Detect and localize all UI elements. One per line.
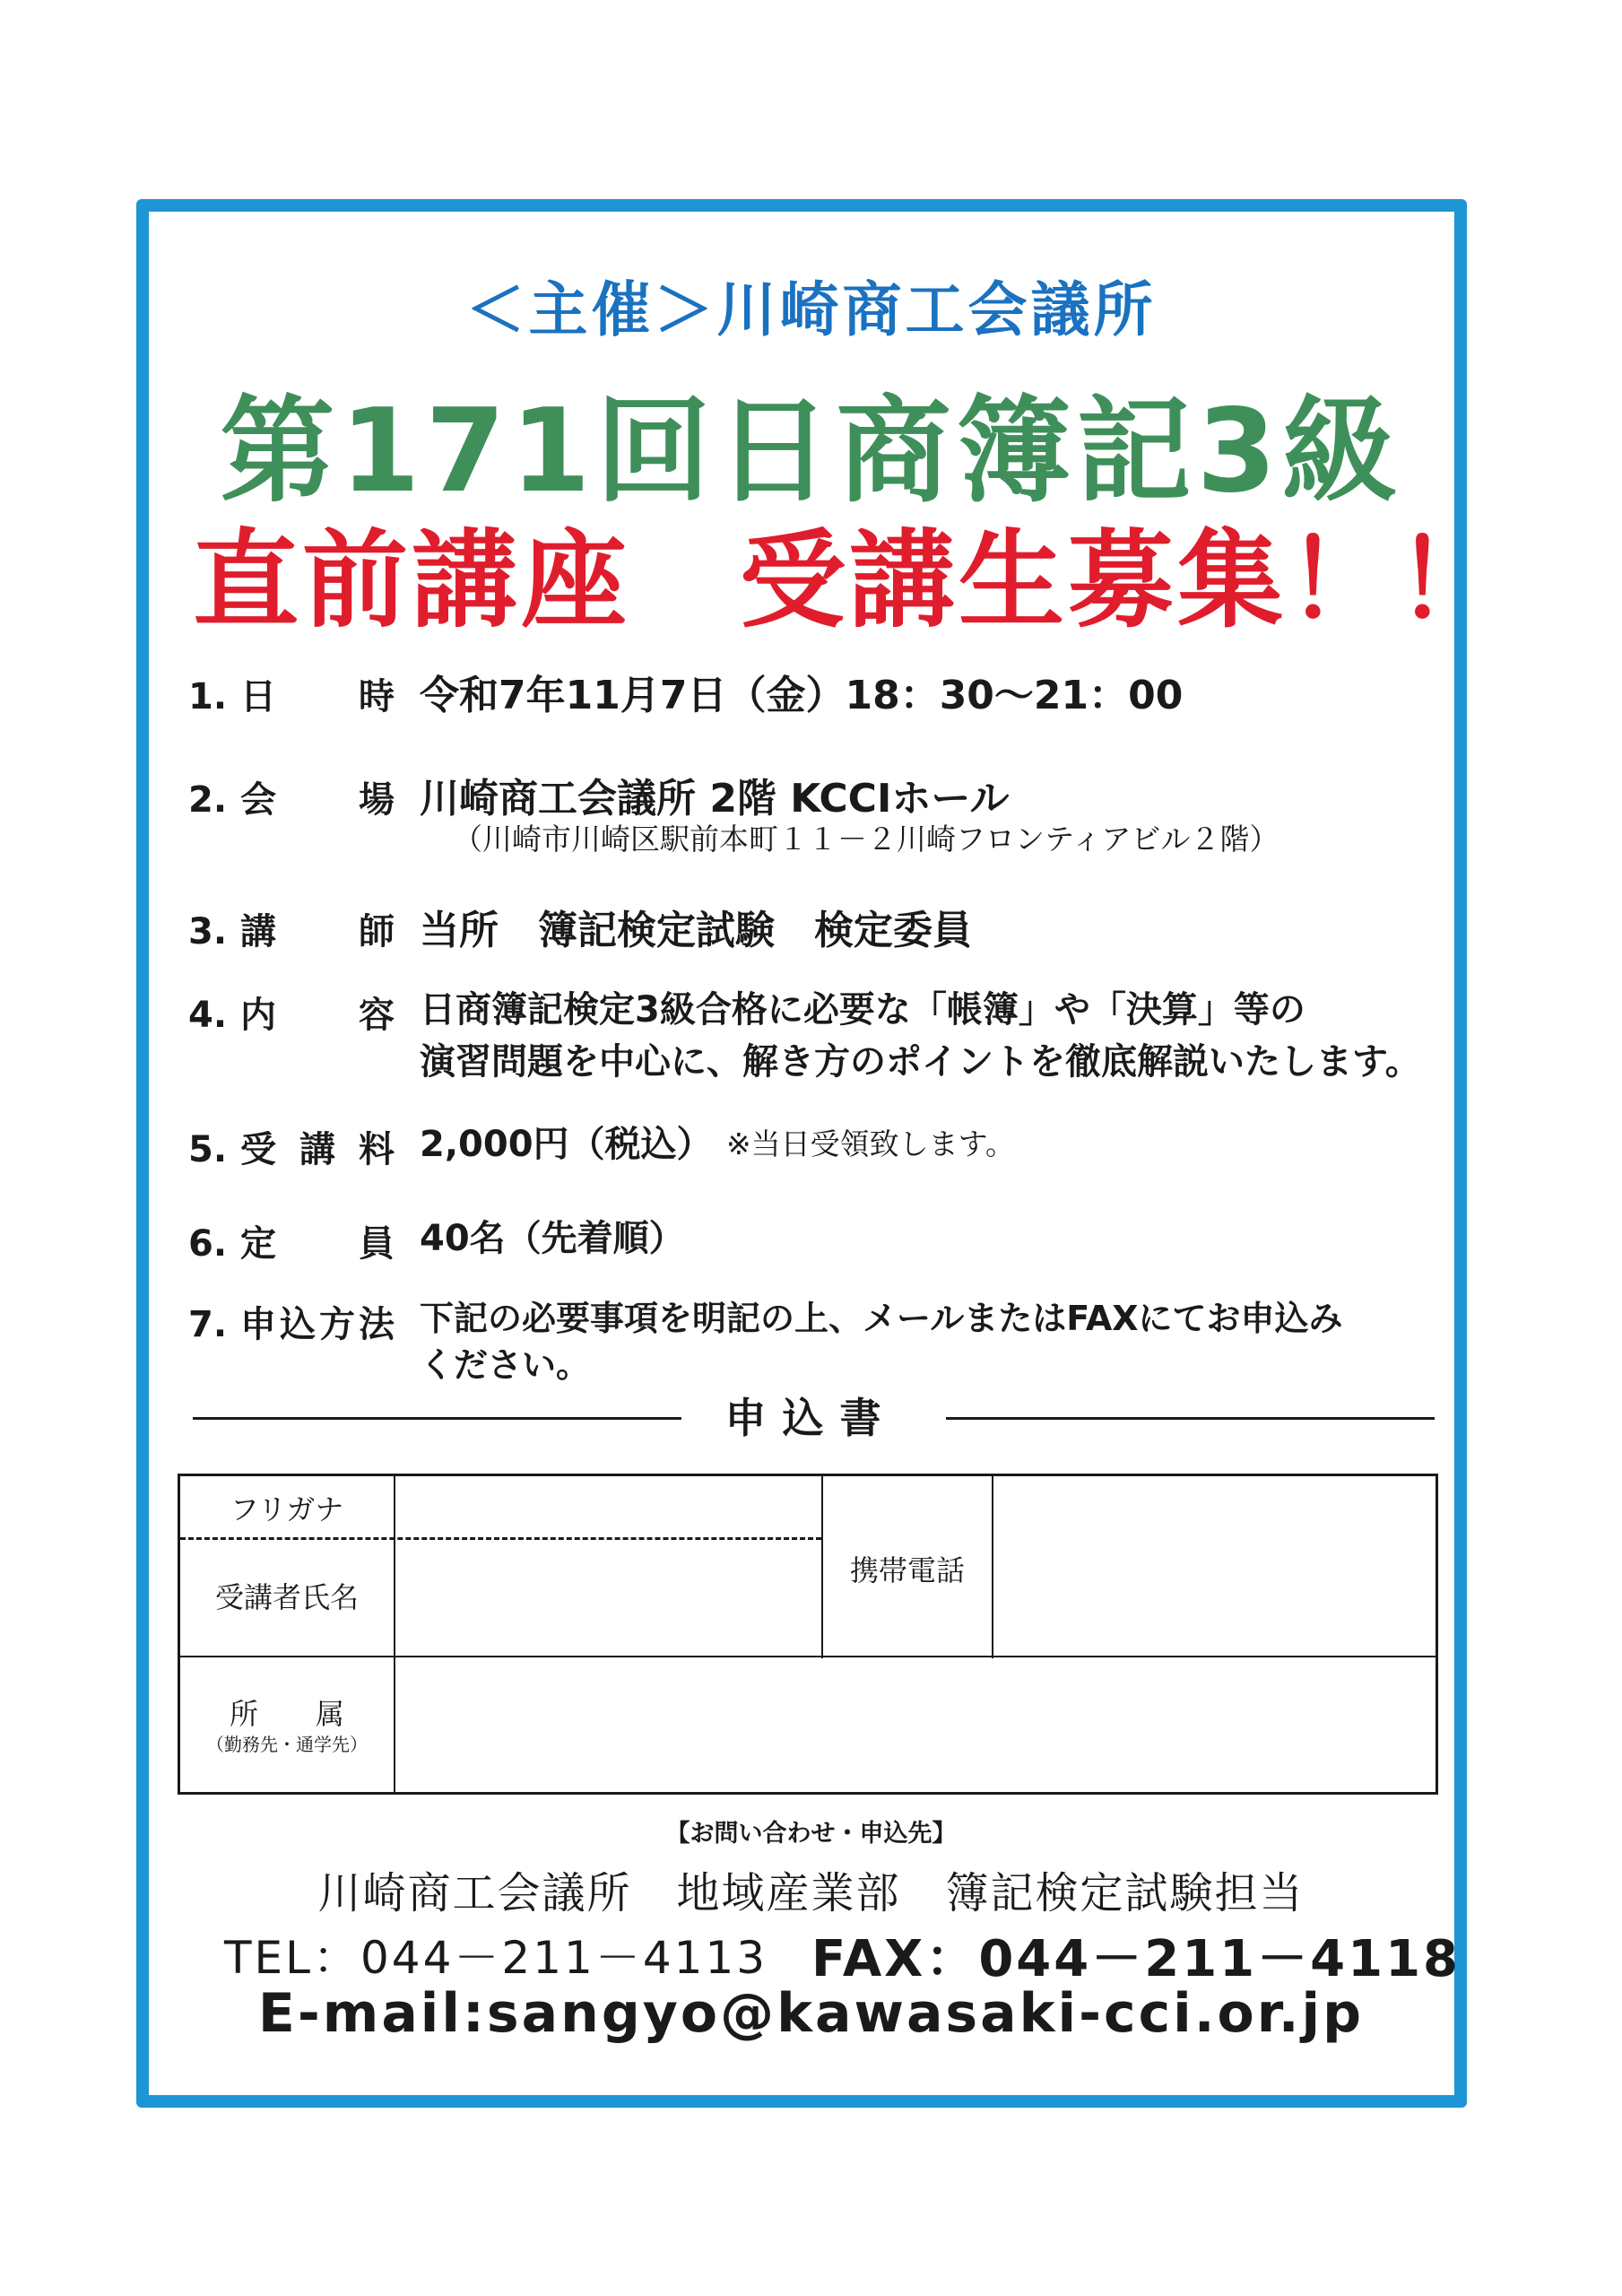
form-divider-right bbox=[946, 1417, 1435, 1420]
detail-value: 川崎商工会議所 2階 KCCIホール bbox=[420, 776, 1010, 822]
contact-email[interactable]: E-mail:sangyo@kawasaki-cci.or.jp bbox=[257, 1982, 1365, 2045]
contact-heading: 【お問い合わせ・申込先】 bbox=[665, 1820, 957, 1848]
detail-value: 40名（先着順） bbox=[420, 1218, 685, 1259]
detail-value: 日商簿記検定3級合格に必要な「帳簿」や「決算」等の bbox=[420, 989, 1305, 1031]
detail-label: 3. 講師 bbox=[188, 911, 395, 952]
detail-value: 2,000円（税込） bbox=[420, 1124, 713, 1165]
detail-label: 5. 受講料 bbox=[188, 1129, 395, 1170]
furigana-dashed-line bbox=[180, 1537, 821, 1540]
detail-value: 当所 簿記検定試験 検定委員 bbox=[420, 908, 972, 953]
detail-label: 7. 申込方法 bbox=[188, 1304, 395, 1345]
contact-department: 川崎商工会議所 地域産業部 簿記検定試験担当 bbox=[317, 1868, 1305, 1918]
detail-label: 1. 日時 bbox=[188, 676, 395, 718]
name-label: 受講者氏名 bbox=[214, 1580, 359, 1614]
contact-fax: FAX：044－211－4118 bbox=[811, 1930, 1461, 1988]
name-field[interactable] bbox=[395, 1541, 821, 1656]
event-title: 第171回日商簿記3級 bbox=[220, 385, 1402, 518]
mobile-label: 携帯電話 bbox=[849, 1553, 965, 1587]
furigana-label: フリガナ bbox=[230, 1492, 344, 1526]
detail-value: 下記の必要事項を明記の上、メールまたはFAXにてお申込み bbox=[420, 1299, 1343, 1338]
affiliation-sublabel: （勤務先・通学先） bbox=[206, 1734, 368, 1755]
furigana-field[interactable] bbox=[395, 1476, 821, 1537]
contact-tel: TEL：044－211－4113 bbox=[224, 1932, 768, 1984]
venue-address: （川崎市川崎区駅前本町１１－２川崎フロンティアビル２階） bbox=[453, 822, 1279, 857]
detail-value-line2: ください。 bbox=[420, 1345, 591, 1385]
detail-label: 2. 会場 bbox=[188, 779, 395, 821]
detail-value-line2: 演習問題を中心に、解き方のポイントを徹底解説いたします。 bbox=[420, 1041, 1421, 1083]
mobile-field[interactable] bbox=[993, 1476, 1436, 1656]
detail-label: 4. 内容 bbox=[188, 995, 395, 1036]
form-title: 申込書 bbox=[724, 1394, 898, 1442]
application-form bbox=[178, 1474, 1438, 1795]
affiliation-field[interactable] bbox=[395, 1657, 1436, 1792]
detail-value: 令和7年11月7日（金）18：30～21：00 bbox=[420, 673, 1184, 718]
affiliation-label: 所 属 bbox=[229, 1697, 344, 1731]
organizer-heading: ＜主催＞川崎商工会議所 bbox=[465, 275, 1157, 344]
fee-note: ※当日受領致します。 bbox=[726, 1126, 1016, 1161]
detail-label: 6. 定員 bbox=[188, 1223, 395, 1265]
recruitment-headline: 直前講座 受講生募集！！ bbox=[193, 518, 1506, 642]
